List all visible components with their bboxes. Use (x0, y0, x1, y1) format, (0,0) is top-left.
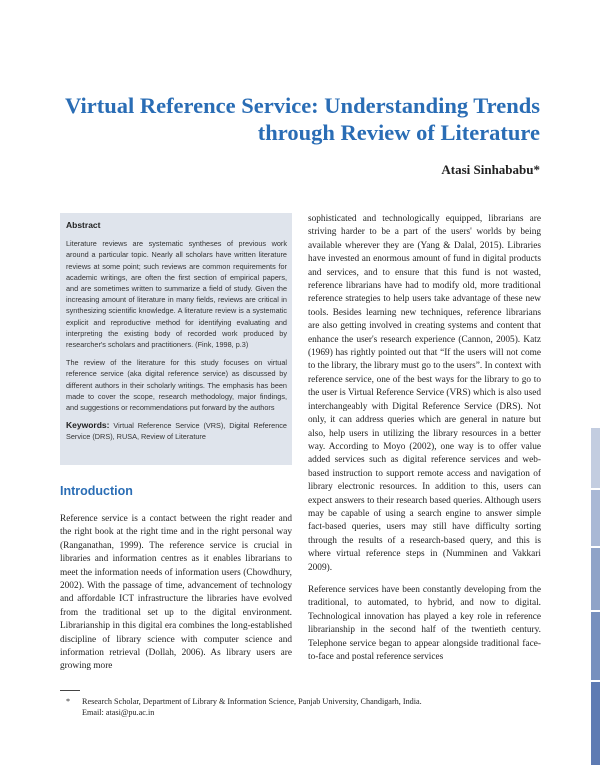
decorative-strip-4 (591, 612, 600, 680)
right-column-paragraph-1: sophisticated and technologically equipped, librarians are striving harder to be a part of the users' worlds by being available wherever they are (Yang & Dalal, 2015). Libraries have invested an enormous amount of fund in digital products and services, and to ensure that this fund is not wasted, reference librarians have had to modify old, more traditional reference strategies to help users take advantage of these new tools. Besides learning new techniques, reference librarians are also getting involved in creating systems and content that enhance the user's research experience (Cannon, 2005). Katz (1969) has rightly pointed out that “If the users will not come to the library, the library must go to the users”. In context with reference service, one of the best ways for the library to go to the user is Virtual Reference Service (VRS) which is also used interchangeably with Digital Reference Service (DRS). Not only, it can address queries which are general in nature but also, help users in utilizing the library resources in a better way. According to Moyo (2002), one way is to offer value added services such as digital reference services and web-based instruction to support remote access and navigation of library electronic resources. In addition to this, users can expect answers to their research based queries. Although users may be capable of using a search engine to answer simple fact-based queries, users may still have difficulty sorting through the results of a research-based query, and this is where virtual reference steps in (Numminen and Vakkari 2009). (308, 214, 541, 573)
abstract-box (60, 213, 292, 465)
abstract-paragraph-2: The review of the literature for this study focuses on virtual reference service (aka digital reference service) as discussed by different authors in their scholarly writings. The emphasis has been made to cover the scope, research methodology, major findings, and suggestions or recommendations put forward by the authors (66, 358, 287, 413)
keywords-text: Virtual Reference Service (VRS), Digital Reference Service (DRS), RUSA, Review of Literature (66, 421, 287, 442)
abstract-heading: Abstract (66, 220, 101, 230)
page-title (60, 92, 540, 146)
decorative-strip-3 (591, 548, 600, 610)
footnote-email: Email: atasi@pu.ac.in (82, 708, 155, 717)
introduction-body: Reference service is a contact between the right reader and the right book at the right time and in the right personal way (Ranganathan, 1999). The reference service is crucial in libraries and information centres as it enables librarians to meet the information needs of information users (Chowdhury, 2002). With the passage of time, advancement of technology and affordable ICT infrastructure the libraries have evolved from the traditional set up to the digital environment. Librarianship in this digital era combines the long-established discipline of library science with computer science and information retrieval (Dollah, 2006). As library users are growing more (60, 514, 292, 672)
abstract-paragraph-1: Literature reviews are systematic syntheses of previous work around a particular topic. Nearly all scholars have written literature reviews at some point; such reviews are common requirements for academic writings, are often the first section of empirical papers, and are sometimes written to summarize a field of study. Given the increasing amount of literature in many fields, reviews are critical in synthesizing scientific knowledge. A literature review is a systematic explicit and reproductive method for identifying evaluating and interpreting the existing body of recorded work produced by researcher's scholars and practitioners. (Fink, 1998, p.3) (66, 239, 287, 350)
footnote (60, 696, 540, 718)
footnote-mark: * (66, 697, 71, 706)
right-column-paragraph-2: Reference services have been constantly developing from the traditional, to automated, to hybrid, and now to digital. Technological innovation has played a key role in reference librarianship in the second half of the twentieth century. Telephone service began to appear alongside traditional face-to-face and postal reference services (308, 584, 541, 662)
decorative-strip-5 (591, 682, 600, 765)
footnote-affiliation: Research Scholar, Department of Library & Information Science, Panjab University, Chandigarh, India. (82, 697, 422, 706)
footnote-rule (60, 690, 80, 691)
decorative-strip-2 (591, 490, 600, 546)
author-name: Atasi Sinhababu* (441, 162, 540, 177)
right-column (308, 213, 541, 673)
title-line-2: through Review of Literature (257, 120, 540, 145)
introduction-heading: Introduction (60, 484, 133, 498)
decorative-strip-1 (591, 428, 600, 488)
keywords (66, 420, 287, 442)
title-line-1: Virtual Reference Service: Understanding Trends (65, 93, 540, 118)
keywords-label: Keywords: (66, 420, 110, 431)
